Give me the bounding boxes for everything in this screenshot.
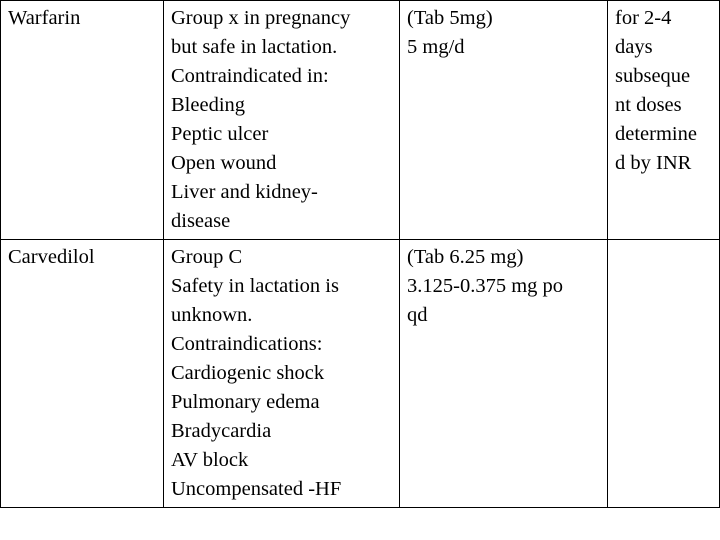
drug-name-cell: Warfarin <box>1 1 164 240</box>
table-row <box>1 1 720 240</box>
pregnancy-contraindications-cell: Group x in pregnancy but safe in lactation. Contraindicated in: Bleeding Peptic ulcer Open wound Liver and kidney- disease <box>164 1 400 240</box>
pregnancy-contraindications-cell: Group C Safety in lactation is unknown. Contraindications: Cardiogenic shock Pulmonary edema Bradycardia AV block Uncompensated -HF <box>164 240 400 508</box>
table-row <box>1 240 720 508</box>
dose-cell: (Tab 5mg) 5 mg/d <box>400 1 608 240</box>
drug-name-cell: Carvedilol <box>1 240 164 508</box>
dose-cell: (Tab 6.25 mg) 3.125-0.375 mg po qd <box>400 240 608 508</box>
notes-cell: for 2-4 days subseque nt doses determine d by INR <box>608 1 720 240</box>
notes-cell <box>608 240 720 508</box>
